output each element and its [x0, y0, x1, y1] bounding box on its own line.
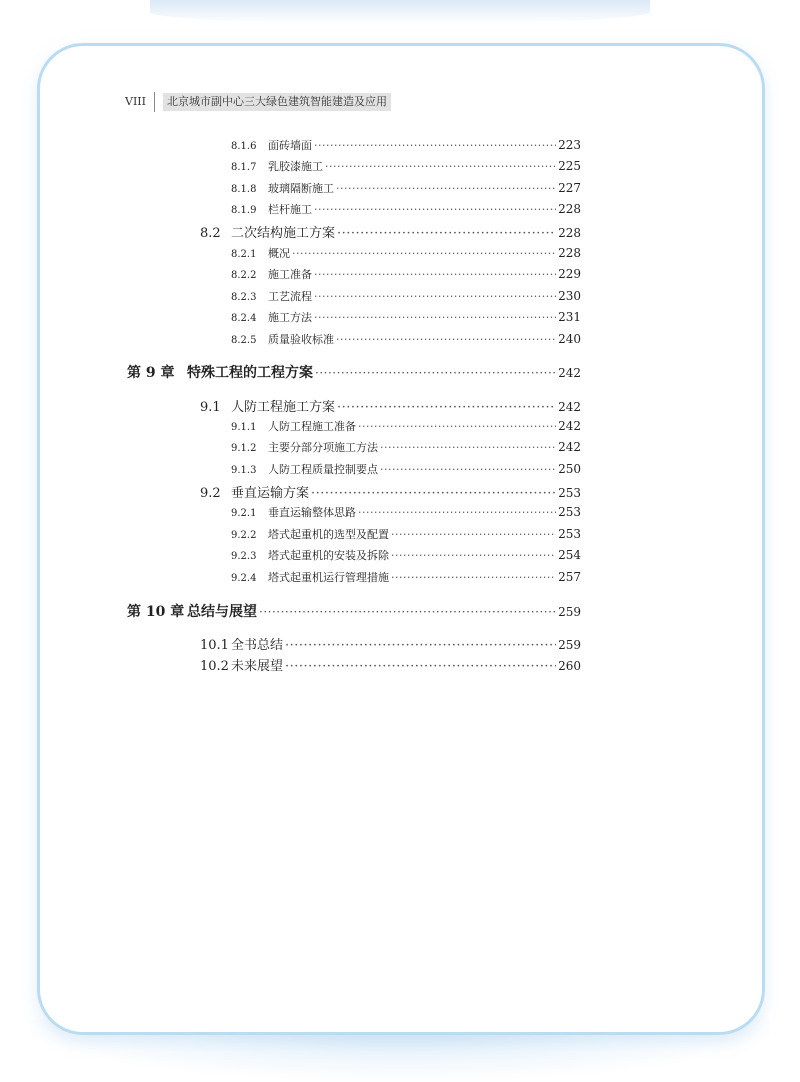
toc-title: 乳胶漆施工 — [268, 160, 323, 173]
toc-title: 垂直运输方案 — [231, 486, 310, 501]
toc-page: 260 — [558, 659, 581, 673]
running-header — [125, 92, 391, 112]
toc-title: 塔式起重机的选型及配置 — [268, 528, 389, 541]
toc-subsection — [231, 180, 581, 196]
toc-subsection — [231, 439, 581, 455]
toc-subsection — [231, 526, 581, 542]
toc-page: 223 — [558, 138, 581, 152]
toc-leader-dots — [314, 290, 556, 303]
toc-number: 8.2.5 — [231, 335, 257, 346]
toc-leader-dots — [314, 203, 556, 216]
toc-title: 总结与展望 — [187, 604, 257, 620]
toc-page: 227 — [558, 181, 581, 195]
toc-title: 特殊工程的工程方案 — [187, 365, 313, 381]
toc-page: 242 — [558, 419, 581, 433]
page-number: VIII — [125, 92, 155, 112]
toc-chapter — [127, 362, 581, 382]
toc-number: 8.1.7 — [231, 162, 257, 173]
toc-number: 9.1.1 — [231, 422, 257, 433]
toc-subsection — [231, 418, 581, 434]
toc-number: 8.2.2 — [231, 270, 257, 281]
toc-title: 人防工程施工方案 — [231, 400, 336, 415]
toc-section — [200, 396, 581, 415]
toc-page: 240 — [558, 332, 581, 346]
toc-page: 228 — [558, 226, 581, 240]
toc-page: 228 — [558, 246, 581, 260]
toc-page: 242 — [558, 366, 581, 380]
toc-leader-dots — [314, 139, 556, 152]
toc-subsection — [231, 201, 581, 217]
toc-subsection — [231, 547, 581, 563]
toc-subsection — [231, 331, 581, 347]
toc-leader-dots — [314, 268, 556, 281]
toc-leader-dots — [391, 571, 556, 584]
toc-subsection — [231, 569, 581, 585]
toc-leader-dots — [292, 247, 556, 260]
toc-title: 面砖墙面 — [268, 139, 312, 152]
toc-subsection — [231, 309, 581, 325]
book-title: 北京城市副中心三大绿色建筑智能建造及应用 — [163, 93, 391, 111]
toc-number: 8.1.8 — [231, 184, 257, 195]
toc-title: 塔式起重机的安装及拆除 — [268, 549, 389, 562]
toc-subsection — [231, 504, 581, 520]
toc-number: 9.1.2 — [231, 443, 257, 454]
toc-page: 242 — [558, 400, 581, 414]
toc-section — [200, 634, 581, 653]
toc-title: 栏杆施工 — [268, 203, 312, 216]
toc-number: 8.2.4 — [231, 313, 257, 324]
toc-number: 9.2 — [200, 486, 221, 501]
toc-chapter — [127, 601, 581, 621]
toc-leader-dots — [380, 441, 556, 454]
toc-title: 垂直运输整体思路 — [268, 506, 356, 519]
toc-page: 259 — [558, 638, 581, 652]
toc-number: 9.2.2 — [231, 530, 257, 541]
toc-page: 229 — [558, 267, 581, 281]
toc-number: 第 10 章 — [127, 604, 185, 620]
toc-number: 8.1.9 — [231, 205, 257, 216]
toc-subsection — [231, 158, 581, 174]
toc-title: 二次结构施工方案 — [231, 226, 336, 241]
toc-leader-dots — [325, 160, 556, 173]
toc-leader-dots — [315, 366, 556, 380]
toc-page: 253 — [558, 486, 581, 500]
toc-section — [200, 655, 581, 674]
toc-leader-dots — [285, 638, 556, 653]
toc-title: 玻璃隔断施工 — [268, 182, 334, 195]
toc-leader-dots — [391, 528, 556, 541]
toc-subsection — [231, 245, 581, 261]
toc-page: 225 — [558, 159, 581, 173]
toc-number: 9.1 — [200, 400, 221, 415]
toc-number: 10.2 — [200, 659, 229, 674]
toc-number: 9.2.1 — [231, 508, 257, 519]
toc-leader-dots — [314, 311, 556, 324]
toc-leader-dots — [391, 549, 556, 562]
toc-leader-dots — [336, 333, 556, 346]
toc-number: 9.2.3 — [231, 551, 257, 562]
toc-title: 人防工程施工准备 — [268, 420, 356, 433]
toc-section — [200, 222, 581, 241]
toc-number: 9.1.3 — [231, 465, 257, 476]
toc-page: 257 — [558, 570, 581, 584]
toc-subsection — [231, 461, 581, 477]
toc-number: 第 9 章 — [127, 365, 175, 381]
toc-title: 质量验收标准 — [268, 333, 334, 346]
toc-title: 人防工程质量控制要点 — [268, 463, 378, 476]
toc-page: 250 — [558, 462, 581, 476]
toc-subsection — [231, 137, 581, 153]
toc-page: 253 — [558, 505, 581, 519]
toc-number: 8.2 — [200, 226, 221, 241]
toc-number: 10.1 — [200, 638, 229, 653]
toc-subsection — [231, 288, 581, 304]
toc-number: 8.2.1 — [231, 249, 257, 260]
toc-leader-dots — [380, 463, 556, 476]
toc-number: 8.1.6 — [231, 141, 257, 152]
toc-leader-dots — [358, 506, 556, 519]
toc-leader-dots — [336, 182, 556, 195]
toc-leader-dots — [337, 400, 556, 415]
toc-title: 全书总结 — [231, 638, 284, 653]
toc-leader-dots — [285, 659, 556, 674]
toc-title: 未来展望 — [231, 659, 284, 674]
toc-title: 施工准备 — [268, 268, 312, 281]
toc-title: 工艺流程 — [268, 290, 312, 303]
top-shadow — [150, 0, 650, 24]
toc-section — [200, 482, 581, 501]
toc-page: 253 — [558, 527, 581, 541]
toc-leader-dots — [311, 486, 556, 501]
toc-page: 259 — [558, 605, 581, 619]
toc-title: 施工方法 — [268, 311, 312, 324]
toc-page: 231 — [558, 310, 581, 324]
toc-title: 概况 — [268, 247, 290, 260]
toc-leader-dots — [358, 420, 556, 433]
toc-page: 254 — [558, 548, 581, 562]
toc-page: 230 — [558, 289, 581, 303]
toc-number: 8.2.3 — [231, 292, 257, 303]
toc-leader-dots — [337, 226, 556, 241]
toc-leader-dots — [259, 605, 556, 619]
toc-page: 242 — [558, 440, 581, 454]
toc-title: 主要分部分项施工方法 — [268, 441, 378, 454]
toc-page: 228 — [558, 202, 581, 216]
toc-number: 9.2.4 — [231, 573, 257, 584]
toc-title: 塔式起重机运行管理措施 — [268, 571, 389, 584]
toc-subsection — [231, 266, 581, 282]
